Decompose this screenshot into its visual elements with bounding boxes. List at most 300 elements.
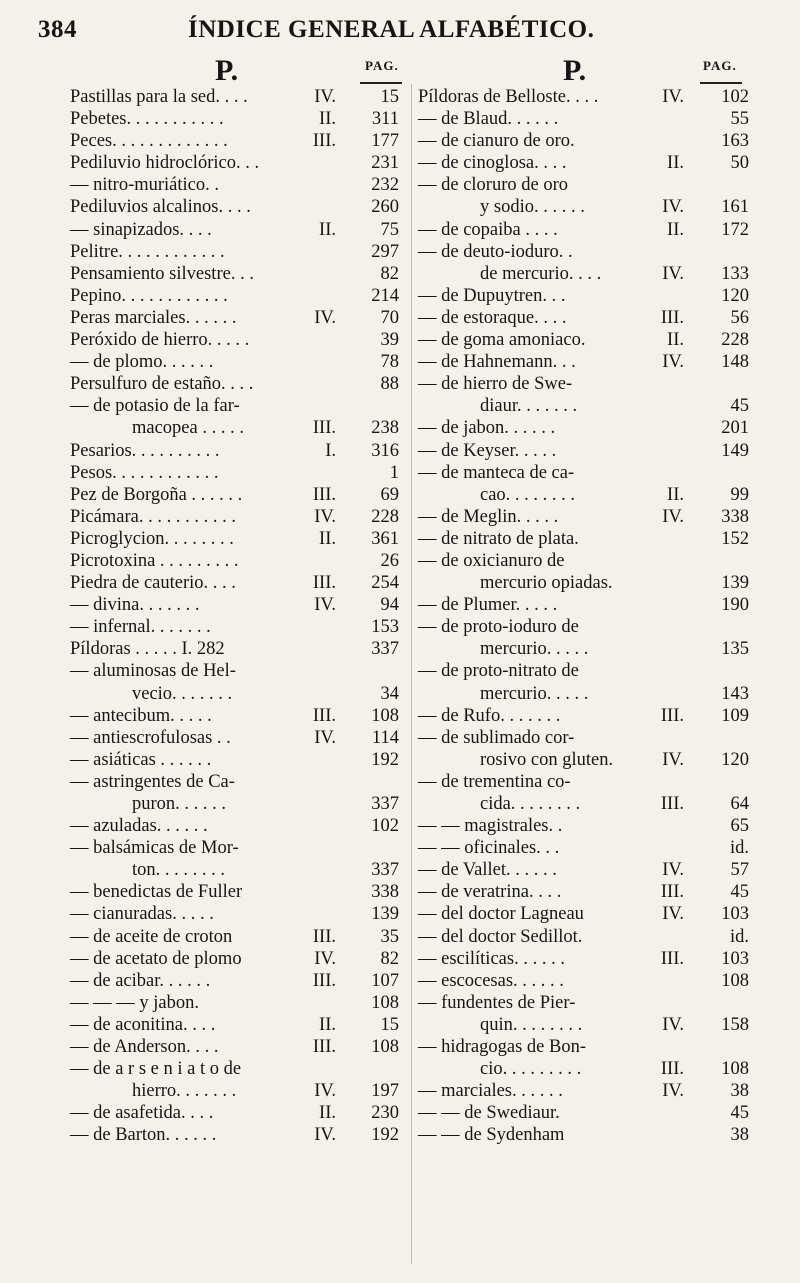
entry-text: mercurio. . . . . bbox=[480, 639, 589, 660]
entry-page: 70 bbox=[380, 307, 399, 328]
entry-text: — de veratrina. . . . bbox=[418, 882, 562, 903]
entry-text: — de sublimado cor- bbox=[418, 727, 575, 748]
index-entry bbox=[418, 815, 750, 837]
index-entry bbox=[418, 351, 750, 373]
entry-text: mercurio. . . . . bbox=[480, 683, 589, 704]
entry-vol: IV. bbox=[314, 87, 336, 107]
entry-text: — escocesas. . . . . . bbox=[418, 970, 564, 991]
index-entry bbox=[418, 462, 750, 484]
entry-page: 50 bbox=[730, 153, 749, 174]
entry-text: Pesos. . . . . . . . . . . . bbox=[70, 462, 219, 483]
entry-page: 192 bbox=[371, 749, 399, 770]
entry-text: — de Barton. . . . . . bbox=[70, 1125, 217, 1146]
entry-vol: IV. bbox=[662, 860, 684, 881]
entry-text: Persulfuro de estaño. . . . bbox=[70, 374, 254, 395]
index-entry bbox=[418, 793, 750, 815]
entry-page: 260 bbox=[371, 197, 399, 218]
entry-text: — de goma amoniaco. bbox=[418, 330, 586, 351]
index-entry bbox=[70, 683, 410, 705]
entry-text: — — de Sydenham bbox=[418, 1125, 565, 1146]
entry-text: cida. . . . . . . . bbox=[480, 794, 581, 814]
index-entry bbox=[418, 108, 750, 130]
index-entry bbox=[418, 572, 750, 594]
index-entry bbox=[418, 484, 750, 506]
entry-page: 337 bbox=[371, 860, 399, 881]
entry-vol: II. bbox=[319, 1103, 336, 1124]
entry-text: — de acetato de plomo bbox=[70, 948, 242, 969]
entry-page: 230 bbox=[371, 1103, 399, 1124]
entry-vol: IV. bbox=[314, 506, 336, 527]
entry-page: 114 bbox=[371, 727, 399, 748]
index-entry bbox=[70, 263, 410, 285]
entry-text: — de proto-nitrato de bbox=[418, 661, 579, 682]
index-entry bbox=[418, 1058, 750, 1080]
entry-page: 297 bbox=[371, 241, 399, 262]
entry-page: 149 bbox=[721, 440, 749, 461]
index-column-left bbox=[70, 52, 410, 1147]
index-entry bbox=[70, 815, 410, 837]
entry-page: 99 bbox=[730, 484, 749, 505]
entry-vol: III. bbox=[312, 970, 336, 991]
entry-page: 143 bbox=[721, 683, 749, 704]
index-entries bbox=[418, 86, 750, 1147]
entry-text: — de aconitina. . . . bbox=[70, 1014, 216, 1035]
entry-page: 103 bbox=[721, 948, 749, 969]
entry-page: 311 bbox=[371, 109, 399, 130]
entry-text: de mercurio. . . . bbox=[480, 263, 602, 284]
entry-text: — de plomo. . . . . . bbox=[70, 352, 214, 373]
entry-page: 337 bbox=[371, 639, 399, 660]
index-entry bbox=[418, 594, 750, 616]
column-letter: P. bbox=[563, 54, 587, 87]
entry-page: 139 bbox=[371, 904, 399, 925]
entry-text: — de a r s e n i a t o de bbox=[70, 1059, 242, 1080]
entry-vol: III. bbox=[660, 948, 684, 969]
entry-text: — azuladas. . . . . . bbox=[70, 816, 208, 837]
entry-page: 94 bbox=[380, 595, 399, 616]
index-entry bbox=[70, 793, 410, 815]
entry-text: — de Dupuytren. . . bbox=[418, 285, 566, 306]
index-entry bbox=[70, 196, 410, 218]
entry-text: — asiáticas . . . . . . bbox=[70, 749, 212, 770]
heading-rule bbox=[360, 82, 402, 84]
index-entry bbox=[418, 550, 750, 572]
entry-vol: II. bbox=[319, 528, 336, 549]
entry-text: — de cianuro de oro. bbox=[418, 131, 575, 152]
entry-page: 337 bbox=[371, 794, 399, 814]
entry-vol: III. bbox=[312, 573, 336, 594]
index-entry bbox=[70, 859, 410, 881]
page-header bbox=[38, 12, 760, 52]
index-entry bbox=[70, 727, 410, 749]
entry-page: 82 bbox=[380, 948, 399, 969]
entry-vol: III. bbox=[660, 1059, 684, 1080]
entry-text: — del doctor Lagneau bbox=[418, 904, 584, 925]
entry-text: — balsámicas de Mor- bbox=[70, 838, 239, 859]
index-entry bbox=[418, 373, 750, 395]
index-entry bbox=[418, 285, 750, 307]
entry-page: 163 bbox=[721, 131, 749, 152]
entry-page: 120 bbox=[721, 749, 749, 770]
entry-text: — de asafetida. . . . bbox=[70, 1103, 214, 1124]
entry-vol: IV. bbox=[662, 1014, 684, 1035]
entry-page: 38 bbox=[730, 1125, 749, 1146]
index-entry bbox=[418, 440, 750, 462]
index-entry bbox=[70, 351, 410, 373]
entry-text: — divina. . . . . . . bbox=[70, 595, 200, 616]
entry-page: 214 bbox=[371, 285, 399, 306]
entry-vol: III. bbox=[660, 882, 684, 903]
index-entry bbox=[70, 749, 410, 771]
entry-page: 153 bbox=[371, 617, 399, 638]
page-column-label: PAG. bbox=[365, 58, 399, 73]
entry-vol: IV. bbox=[314, 727, 336, 748]
index-entry bbox=[70, 881, 410, 903]
entry-text: — de Keyser. . . . . bbox=[418, 440, 557, 461]
entry-page: 108 bbox=[371, 705, 399, 726]
entry-page: 161 bbox=[721, 197, 749, 218]
entry-text: — de Blaud. . . . . . bbox=[418, 109, 559, 130]
entry-vol: IV. bbox=[662, 749, 684, 770]
entry-vol: IV. bbox=[314, 1125, 336, 1146]
entry-text: Picámara. . . . . . . . . . . bbox=[70, 506, 236, 527]
heading-rule bbox=[700, 82, 742, 84]
entry-page: 158 bbox=[721, 1014, 749, 1035]
entry-text: Pepino. . . . . . . . . . . . bbox=[70, 285, 228, 306]
entry-text: — de nitrato de plata. bbox=[418, 528, 579, 549]
entry-page: 102 bbox=[371, 816, 399, 837]
index-entry bbox=[418, 683, 750, 705]
entry-page: 38 bbox=[730, 1081, 749, 1102]
index-entry bbox=[70, 417, 410, 439]
index-entry bbox=[70, 550, 410, 572]
entry-text: — de Plumer. . . . . bbox=[418, 595, 558, 616]
index-entry bbox=[70, 705, 410, 727]
entry-vol: III. bbox=[312, 484, 336, 505]
entry-text: — cianuradas. . . . . bbox=[70, 904, 214, 925]
entry-text: Pesarios. . . . . . . . . . bbox=[70, 440, 220, 461]
index-entry bbox=[418, 859, 750, 881]
entry-text: — de proto-ioduro de bbox=[418, 617, 579, 638]
entry-page: id. bbox=[729, 838, 749, 859]
index-entry bbox=[70, 1058, 410, 1080]
index-entry bbox=[70, 108, 410, 130]
entry-text: Píldoras de Belloste. . . . bbox=[418, 87, 599, 107]
entry-page: 197 bbox=[371, 1081, 399, 1102]
index-entry bbox=[70, 219, 410, 241]
entry-page: 108 bbox=[371, 992, 399, 1013]
index-entry bbox=[70, 616, 410, 638]
entry-page: 361 bbox=[371, 528, 399, 549]
entry-text: Piedra de cauterio. . . . bbox=[70, 573, 236, 594]
index-entry bbox=[418, 771, 750, 793]
index-entry bbox=[70, 528, 410, 550]
entry-text: cao. . . . . . . . bbox=[480, 484, 576, 505]
entry-text: quin. . . . . . . . bbox=[480, 1014, 583, 1035]
index-entry bbox=[418, 86, 750, 108]
entry-page: 35 bbox=[380, 926, 399, 947]
entry-page: 192 bbox=[371, 1125, 399, 1146]
entry-page: 228 bbox=[371, 506, 399, 527]
index-entry bbox=[70, 241, 410, 263]
index-entry bbox=[418, 395, 750, 417]
column-heading bbox=[70, 52, 410, 86]
entry-text: — de aceite de croton bbox=[70, 926, 233, 947]
entry-text: Pediluvios alcalinos. . . . bbox=[70, 197, 251, 218]
index-entry bbox=[418, 307, 750, 329]
entry-page: 15 bbox=[380, 87, 399, 107]
entry-text: — de trementina co- bbox=[418, 771, 571, 792]
entry-page: 120 bbox=[721, 285, 749, 306]
entry-page: 108 bbox=[721, 1059, 749, 1080]
entry-page: 69 bbox=[380, 484, 399, 505]
entry-vol: IV. bbox=[314, 1081, 336, 1102]
entry-vol: IV. bbox=[314, 595, 336, 616]
entry-vol: III. bbox=[660, 307, 684, 328]
entry-text: — de cloruro de oro bbox=[418, 175, 569, 196]
entry-page: 78 bbox=[380, 352, 399, 373]
entry-text: — de Rufo. . . . . . . bbox=[418, 705, 561, 726]
index-entry bbox=[418, 705, 750, 727]
index-entry bbox=[70, 948, 410, 970]
entry-vol: IV. bbox=[662, 87, 684, 107]
entry-text: — escilíticas. . . . . . bbox=[418, 948, 565, 969]
index-entry bbox=[70, 660, 410, 682]
entry-text: — de Anderson. . . . bbox=[70, 1037, 219, 1058]
entry-text: — astringentes de Ca- bbox=[70, 771, 235, 792]
entry-page: id. bbox=[729, 926, 749, 947]
index-entry bbox=[70, 285, 410, 307]
index-entry bbox=[418, 263, 750, 285]
entry-vol: II. bbox=[667, 484, 684, 505]
entry-vol: III. bbox=[312, 705, 336, 726]
index-entry bbox=[418, 152, 750, 174]
index-entry bbox=[418, 881, 750, 903]
entry-text: cio. . . . . . . . . bbox=[480, 1059, 582, 1080]
entry-vol: II. bbox=[319, 219, 336, 240]
index-entry bbox=[418, 749, 750, 771]
entry-text: Peróxido de hierro. . . . . bbox=[70, 330, 250, 351]
entry-page: 238 bbox=[371, 418, 399, 439]
index-entry bbox=[418, 506, 750, 528]
index-entry bbox=[70, 395, 410, 417]
entry-page: 139 bbox=[721, 573, 749, 594]
entry-text: rosivo con gluten. bbox=[480, 749, 614, 770]
index-entry bbox=[70, 926, 410, 948]
entry-page: 148 bbox=[721, 352, 749, 373]
entry-text: — de potasio de la far- bbox=[70, 396, 240, 417]
entry-page: 45 bbox=[730, 1103, 749, 1124]
index-entry bbox=[418, 638, 750, 660]
entry-text: — antecibum. . . . . bbox=[70, 705, 212, 726]
entry-text: — de hierro de Swe- bbox=[418, 374, 573, 395]
entry-page: 55 bbox=[730, 109, 749, 130]
index-entry bbox=[418, 992, 750, 1014]
entry-page: 102 bbox=[721, 87, 749, 107]
entry-page: 39 bbox=[380, 330, 399, 351]
entry-text: — sinapizados. . . . bbox=[70, 219, 212, 240]
index-entry bbox=[418, 837, 750, 859]
entry-vol: III. bbox=[312, 1037, 336, 1058]
index-entry bbox=[418, 1124, 750, 1146]
entry-text: ton. . . . . . . . bbox=[132, 860, 226, 881]
index-entry bbox=[70, 970, 410, 992]
index-entry bbox=[70, 1102, 410, 1124]
index-entry bbox=[70, 1124, 410, 1146]
entry-vol: IV. bbox=[662, 352, 684, 373]
entry-page: 338 bbox=[371, 882, 399, 903]
entry-vol: I. bbox=[325, 440, 336, 461]
index-entry bbox=[418, 130, 750, 152]
entry-text: — — oficinales. . . bbox=[418, 838, 560, 859]
entry-page: 45 bbox=[730, 882, 749, 903]
index-entry bbox=[418, 1080, 750, 1102]
entry-page: 190 bbox=[721, 595, 749, 616]
index-entry bbox=[418, 727, 750, 749]
entry-page: 177 bbox=[371, 131, 399, 152]
entry-vol: II. bbox=[667, 219, 684, 240]
index-entry bbox=[418, 660, 750, 682]
entry-page: 135 bbox=[721, 639, 749, 660]
index-entry bbox=[418, 948, 750, 970]
index-entry bbox=[70, 152, 410, 174]
entry-text: vecio. . . . . . . bbox=[132, 683, 233, 704]
entry-vol: IV. bbox=[662, 263, 684, 284]
column-heading bbox=[418, 52, 750, 86]
entry-text: macopea . . . . . bbox=[132, 418, 244, 439]
column-letter: P. bbox=[215, 54, 239, 87]
entry-page: 82 bbox=[380, 263, 399, 284]
entry-text: — marciales. . . . . . bbox=[418, 1081, 563, 1102]
index-entry bbox=[418, 1036, 750, 1058]
index-entry bbox=[418, 926, 750, 948]
index-entry bbox=[70, 130, 410, 152]
entry-page: 338 bbox=[721, 506, 749, 527]
entry-text: — infernal. . . . . . . bbox=[70, 617, 211, 638]
entry-page: 1 bbox=[389, 462, 399, 483]
index-entries bbox=[70, 86, 410, 1147]
entry-text: — de cinoglosa. . . . bbox=[418, 153, 567, 174]
entry-page: 75 bbox=[380, 219, 399, 240]
entry-vol: III. bbox=[312, 926, 336, 947]
entry-text: — de copaiba . . . . bbox=[418, 219, 558, 240]
index-entry bbox=[418, 1014, 750, 1036]
index-entry bbox=[70, 462, 410, 484]
entry-text: — aluminosas de Hel- bbox=[70, 661, 236, 682]
index-entry bbox=[70, 440, 410, 462]
index-entry bbox=[418, 241, 750, 263]
entry-page: 64 bbox=[730, 794, 749, 814]
entry-text: — de oxicianuro de bbox=[418, 550, 565, 571]
entry-page: 26 bbox=[380, 550, 399, 571]
entry-vol: II. bbox=[319, 109, 336, 130]
entry-page: 316 bbox=[371, 440, 399, 461]
entry-vol: II. bbox=[667, 153, 684, 174]
entry-vol: IV. bbox=[314, 948, 336, 969]
entry-page: 254 bbox=[371, 573, 399, 594]
entry-text: — del doctor Sedillot. bbox=[418, 926, 583, 947]
entry-text: hierro. . . . . . . bbox=[132, 1081, 237, 1102]
entry-text: — de deuto-ioduro. . bbox=[418, 241, 573, 262]
index-entry bbox=[70, 594, 410, 616]
index-entry bbox=[70, 484, 410, 506]
entry-page: 232 bbox=[371, 175, 399, 196]
index-entry bbox=[70, 1036, 410, 1058]
index-entry bbox=[70, 329, 410, 351]
entry-text: — nitro-muriático. . bbox=[70, 175, 219, 196]
index-entry bbox=[70, 506, 410, 528]
entry-page: 108 bbox=[721, 970, 749, 991]
entry-text: — de Meglin. . . . . bbox=[418, 506, 559, 527]
entry-page: 152 bbox=[721, 528, 749, 549]
entry-vol: IV. bbox=[662, 197, 684, 218]
entry-text: — antiescrofulosas . . bbox=[70, 727, 231, 748]
index-entry bbox=[418, 196, 750, 218]
entry-text: — — de Swediaur. bbox=[418, 1103, 560, 1124]
index-entry bbox=[418, 528, 750, 550]
index-entry bbox=[70, 638, 410, 660]
entry-vol: III. bbox=[660, 705, 684, 726]
index-entry bbox=[70, 837, 410, 859]
entry-text: Picrotoxina . . . . . . . . . bbox=[70, 550, 239, 571]
entry-text: mercurio opiadas. bbox=[480, 573, 613, 594]
entry-page: 172 bbox=[721, 219, 749, 240]
index-entry bbox=[418, 1102, 750, 1124]
entry-vol: IV. bbox=[662, 1081, 684, 1102]
entry-page: 231 bbox=[371, 153, 399, 174]
entry-page: 57 bbox=[730, 860, 749, 881]
index-column-right bbox=[418, 52, 750, 1147]
entry-vol: III. bbox=[312, 418, 336, 439]
entry-text: Pelitre. . . . . . . . . . . . bbox=[70, 241, 225, 262]
entry-page: 107 bbox=[371, 970, 399, 991]
index-entry bbox=[70, 992, 410, 1014]
entry-vol: III. bbox=[660, 794, 684, 814]
entry-vol: II. bbox=[319, 1014, 336, 1035]
entry-page: 45 bbox=[730, 396, 749, 417]
entry-text: — de manteca de ca- bbox=[418, 462, 575, 483]
entry-text: Pastillas para la sed. . . . bbox=[70, 87, 248, 107]
entry-page: 65 bbox=[730, 816, 749, 837]
index-entry bbox=[70, 1014, 410, 1036]
entry-text: — hidragogas de Bon- bbox=[418, 1037, 587, 1058]
entry-text: — de acibar. . . . . . bbox=[70, 970, 211, 991]
entry-text: — de jabon. . . . . . bbox=[418, 418, 556, 439]
entry-page: 228 bbox=[721, 330, 749, 351]
entry-text: — de Vallet. . . . . . bbox=[418, 860, 557, 881]
index-entry bbox=[418, 616, 750, 638]
entry-text: Peras marciales. . . . . . bbox=[70, 307, 237, 328]
entry-page: 103 bbox=[721, 904, 749, 925]
entry-text: Pensamiento silvestre. . . bbox=[70, 263, 254, 284]
entry-text: Peces. . . . . . . . . . . . . bbox=[70, 131, 228, 152]
entry-page: 15 bbox=[380, 1014, 399, 1035]
index-entry bbox=[70, 771, 410, 793]
index-entry bbox=[418, 903, 750, 925]
entry-text: Pediluvio hidroclórico. . . bbox=[70, 153, 260, 174]
entry-text: — fundentes de Pier- bbox=[418, 992, 576, 1013]
entry-text: puron. . . . . . bbox=[132, 794, 227, 814]
entry-text: Pez de Borgoña . . . . . . bbox=[70, 484, 243, 505]
entry-text: y sodio. . . . . . bbox=[480, 197, 585, 218]
entry-page: 56 bbox=[730, 307, 749, 328]
entry-page: 133 bbox=[721, 263, 749, 284]
entry-text: Píldoras . . . . . I. 282 bbox=[70, 639, 225, 660]
entry-text: diaur. . . . . . . bbox=[480, 396, 578, 417]
index-entry bbox=[70, 373, 410, 395]
index-entry bbox=[418, 219, 750, 241]
index-entry bbox=[418, 417, 750, 439]
